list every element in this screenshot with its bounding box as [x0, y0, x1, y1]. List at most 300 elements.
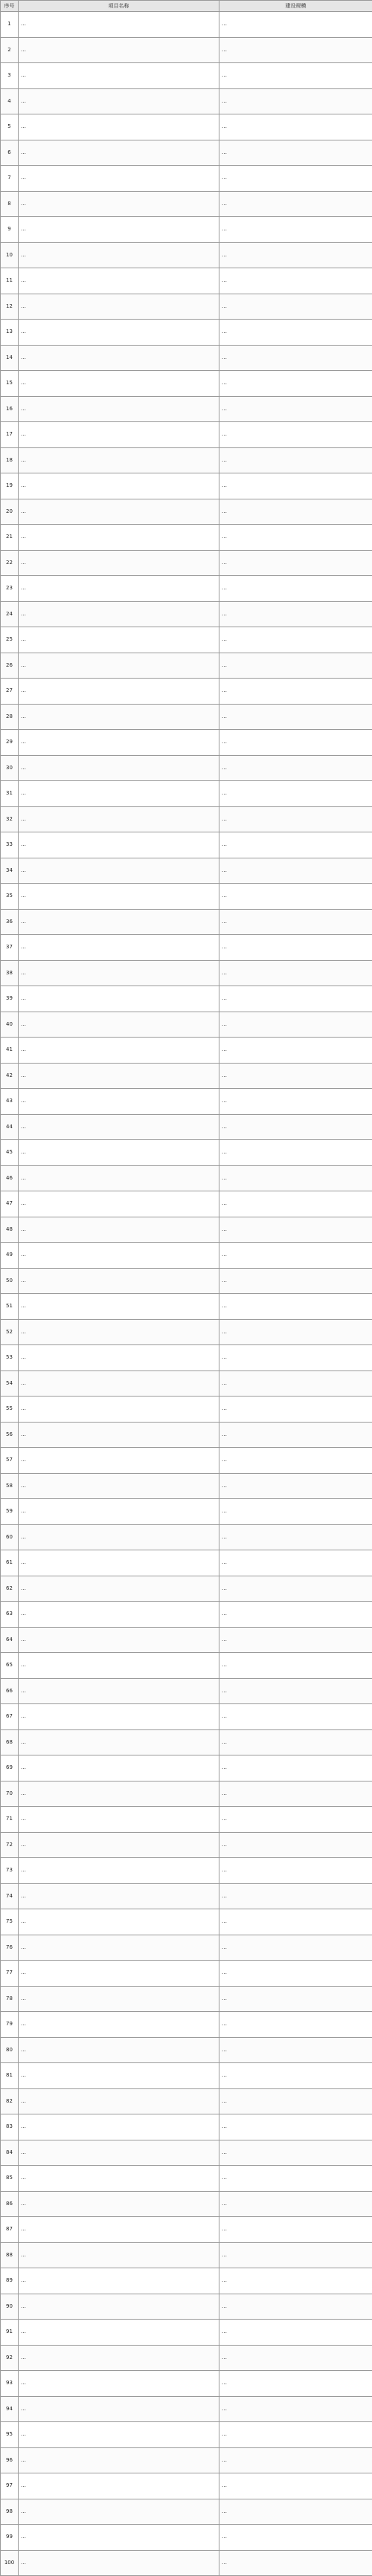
- project-name-cell: …: [19, 1268, 219, 1294]
- table-row: [1, 1986, 372, 2012]
- row-index: 59: [1, 1499, 19, 1525]
- row-index: 87: [1, 2217, 19, 2243]
- construction-scale-cell: …: [219, 447, 372, 473]
- project-name-cell: …: [19, 1422, 219, 1448]
- construction-scale-cell: …: [219, 1909, 372, 1935]
- table-row: [1, 601, 372, 627]
- table-row: [1, 1345, 372, 1371]
- project-name-cell: …: [19, 884, 219, 910]
- row-index: 47: [1, 1191, 19, 1217]
- row-index: 80: [1, 2037, 19, 2063]
- row-index: 36: [1, 909, 19, 935]
- construction-scale-cell: …: [219, 1832, 372, 1858]
- table-row: [1, 858, 372, 884]
- project-name-cell: …: [19, 1089, 219, 1115]
- construction-scale-cell: …: [219, 909, 372, 935]
- table-row: [1, 422, 372, 448]
- project-name-cell: …: [19, 37, 219, 63]
- table-row: [1, 2191, 372, 2217]
- project-name-cell: …: [19, 1935, 219, 1961]
- row-index: 65: [1, 1653, 19, 1679]
- table-row: [1, 268, 372, 294]
- table-row: [1, 1191, 372, 1217]
- row-index: 29: [1, 730, 19, 756]
- project-name-cell: …: [19, 1961, 219, 1987]
- row-index: 48: [1, 1217, 19, 1243]
- table-row: [1, 986, 372, 1012]
- row-index: 90: [1, 2294, 19, 2320]
- project-name-cell: …: [19, 1140, 219, 1166]
- row-index: 21: [1, 525, 19, 551]
- row-index: 75: [1, 1909, 19, 1935]
- project-name-cell: …: [19, 2550, 219, 2576]
- row-index: 40: [1, 1012, 19, 1038]
- construction-scale-cell: …: [219, 2396, 372, 2422]
- row-index: 1: [1, 12, 19, 38]
- table-row: [1, 1114, 372, 1140]
- construction-scale-cell: …: [219, 2473, 372, 2499]
- project-name-cell: …: [19, 114, 219, 140]
- row-index: 25: [1, 627, 19, 653]
- project-name-cell: …: [19, 806, 219, 832]
- table-row: [1, 1012, 372, 1038]
- row-index: 98: [1, 2499, 19, 2525]
- row-index: 11: [1, 268, 19, 294]
- project-name-cell: …: [19, 2088, 219, 2114]
- construction-scale-cell: …: [219, 576, 372, 602]
- header-index: 序号: [1, 1, 19, 12]
- table-row: [1, 1370, 372, 1397]
- table-row: [1, 2447, 372, 2473]
- table-row: [1, 1858, 372, 1884]
- table-row: [1, 1243, 372, 1269]
- table-row: [1, 1294, 372, 1320]
- row-index: 51: [1, 1294, 19, 1320]
- table-row: [1, 1038, 372, 1064]
- construction-scale-cell: …: [219, 679, 372, 705]
- project-name-cell: …: [19, 1397, 219, 1423]
- construction-scale-cell: …: [219, 1345, 372, 1371]
- construction-scale-cell: …: [219, 1883, 372, 1909]
- project-name-cell: …: [19, 2294, 219, 2320]
- table-row: [1, 1473, 372, 1499]
- project-name-cell: …: [19, 140, 219, 166]
- construction-scale-cell: …: [219, 601, 372, 627]
- row-index: 78: [1, 1986, 19, 2012]
- project-name-cell: …: [19, 1165, 219, 1191]
- table-row: [1, 2217, 372, 2243]
- construction-scale-cell: …: [219, 2268, 372, 2294]
- construction-scale-cell: …: [219, 2037, 372, 2063]
- construction-scale-cell: …: [219, 1370, 372, 1397]
- construction-scale-cell: …: [219, 2114, 372, 2140]
- project-name-cell: …: [19, 550, 219, 576]
- construction-scale-cell: …: [219, 63, 372, 89]
- row-index: 45: [1, 1140, 19, 1166]
- table-row: [1, 12, 372, 38]
- table-row: [1, 140, 372, 166]
- row-index: 3: [1, 63, 19, 89]
- row-index: 37: [1, 935, 19, 961]
- row-index: 85: [1, 2166, 19, 2192]
- table-row: [1, 2242, 372, 2268]
- row-index: 100: [1, 2550, 19, 2576]
- construction-scale-cell: …: [219, 1243, 372, 1269]
- row-index: 60: [1, 1524, 19, 1550]
- construction-scale-cell: …: [219, 550, 372, 576]
- project-name-cell: …: [19, 1294, 219, 1320]
- row-index: 92: [1, 2345, 19, 2371]
- project-name-cell: …: [19, 12, 219, 38]
- table-row: [1, 2473, 372, 2499]
- project-name-cell: …: [19, 755, 219, 781]
- row-index: 73: [1, 1858, 19, 1884]
- construction-scale-cell: …: [219, 191, 372, 217]
- row-index: 50: [1, 1268, 19, 1294]
- construction-scale-cell: …: [219, 473, 372, 499]
- project-name-cell: …: [19, 1627, 219, 1653]
- row-index: 67: [1, 1704, 19, 1730]
- table-row: [1, 1729, 372, 1755]
- construction-scale-cell: …: [219, 1627, 372, 1653]
- table-row: [1, 2525, 372, 2551]
- construction-scale-cell: …: [219, 140, 372, 166]
- construction-scale-cell: …: [219, 2320, 372, 2346]
- row-index: 52: [1, 1319, 19, 1345]
- row-index: 96: [1, 2447, 19, 2473]
- row-index: 53: [1, 1345, 19, 1371]
- project-name-cell: …: [19, 1576, 219, 1602]
- table-row: [1, 935, 372, 961]
- table-row: [1, 447, 372, 473]
- table-row: [1, 2012, 372, 2038]
- row-index: 64: [1, 1627, 19, 1653]
- construction-scale-cell: …: [219, 1961, 372, 1987]
- construction-scale-cell: …: [219, 88, 372, 114]
- project-name-cell: …: [19, 601, 219, 627]
- table-row: [1, 499, 372, 525]
- row-index: 72: [1, 1832, 19, 1858]
- row-index: 94: [1, 2396, 19, 2422]
- construction-scale-cell: …: [219, 396, 372, 422]
- table-row: [1, 2396, 372, 2422]
- table-row: [1, 1524, 372, 1550]
- construction-scale-cell: …: [219, 1653, 372, 1679]
- construction-scale-cell: …: [219, 730, 372, 756]
- construction-scale-cell: …: [219, 653, 372, 679]
- row-index: 33: [1, 832, 19, 858]
- construction-scale-cell: …: [219, 166, 372, 192]
- row-index: 82: [1, 2088, 19, 2114]
- row-index: 66: [1, 1678, 19, 1704]
- table-row: [1, 191, 372, 217]
- project-name-cell: …: [19, 1012, 219, 1038]
- project-name-cell: …: [19, 2140, 219, 2166]
- row-index: 89: [1, 2268, 19, 2294]
- project-name-cell: …: [19, 576, 219, 602]
- project-name-cell: …: [19, 345, 219, 371]
- row-index: 84: [1, 2140, 19, 2166]
- construction-scale-cell: …: [219, 858, 372, 884]
- table-row: [1, 1448, 372, 1474]
- table-row: [1, 294, 372, 320]
- project-name-cell: …: [19, 499, 219, 525]
- construction-scale-cell: …: [219, 832, 372, 858]
- construction-scale-cell: …: [219, 884, 372, 910]
- project-name-cell: …: [19, 2268, 219, 2294]
- table-row: [1, 1268, 372, 1294]
- row-index: 55: [1, 1397, 19, 1423]
- table-row: [1, 345, 372, 371]
- project-name-cell: …: [19, 1499, 219, 1525]
- project-name-cell: …: [19, 2012, 219, 2038]
- row-index: 54: [1, 1370, 19, 1397]
- table-row: [1, 1550, 372, 1576]
- project-name-cell: …: [19, 422, 219, 448]
- project-name-cell: …: [19, 781, 219, 807]
- table-row: [1, 1602, 372, 1628]
- row-index: 14: [1, 345, 19, 371]
- table-row: [1, 730, 372, 756]
- row-index: 81: [1, 2063, 19, 2089]
- construction-scale-cell: …: [219, 1063, 372, 1089]
- table-row: [1, 1832, 372, 1858]
- table-row: [1, 2345, 372, 2371]
- project-name-cell: …: [19, 1370, 219, 1397]
- construction-scale-cell: …: [219, 1294, 372, 1320]
- project-name-cell: …: [19, 1114, 219, 1140]
- project-name-cell: …: [19, 935, 219, 961]
- row-index: 5: [1, 114, 19, 140]
- construction-scale-cell: …: [219, 1524, 372, 1550]
- row-index: 2: [1, 37, 19, 63]
- row-index: 7: [1, 166, 19, 192]
- table-row: [1, 781, 372, 807]
- table-header-row: [1, 1, 372, 12]
- construction-scale-cell: …: [219, 627, 372, 653]
- construction-scale-cell: …: [219, 986, 372, 1012]
- construction-scale-cell: …: [219, 1191, 372, 1217]
- row-index: 9: [1, 217, 19, 243]
- row-index: 88: [1, 2242, 19, 2268]
- project-name-cell: …: [19, 1550, 219, 1576]
- table-row: [1, 704, 372, 730]
- row-index: 27: [1, 679, 19, 705]
- table-row: [1, 1935, 372, 1961]
- row-index: 46: [1, 1165, 19, 1191]
- construction-scale-cell: …: [219, 217, 372, 243]
- table-row: [1, 2114, 372, 2140]
- project-name-cell: …: [19, 909, 219, 935]
- construction-scale-cell: …: [219, 2166, 372, 2192]
- row-index: 38: [1, 960, 19, 986]
- project-name-cell: …: [19, 2371, 219, 2397]
- construction-scale-cell: …: [219, 1602, 372, 1628]
- table-row: [1, 960, 372, 986]
- table-row: [1, 2166, 372, 2192]
- row-index: 34: [1, 858, 19, 884]
- construction-scale-cell: …: [219, 1089, 372, 1115]
- table-row: [1, 473, 372, 499]
- construction-scale-cell: …: [219, 960, 372, 986]
- row-index: 16: [1, 396, 19, 422]
- table-row: [1, 1961, 372, 1987]
- project-name-cell: …: [19, 2320, 219, 2346]
- project-name-cell: …: [19, 1345, 219, 1371]
- project-name-cell: …: [19, 1986, 219, 2012]
- project-name-cell: …: [19, 1909, 219, 1935]
- row-index: 49: [1, 1243, 19, 1269]
- row-index: 30: [1, 755, 19, 781]
- project-name-cell: …: [19, 525, 219, 551]
- construction-scale-cell: …: [219, 1140, 372, 1166]
- project-name-cell: …: [19, 1243, 219, 1269]
- construction-scale-cell: …: [219, 268, 372, 294]
- construction-scale-cell: …: [219, 345, 372, 371]
- row-index: 31: [1, 781, 19, 807]
- table-row: [1, 755, 372, 781]
- row-index: 10: [1, 242, 19, 268]
- row-index: 23: [1, 576, 19, 602]
- table-row: [1, 909, 372, 935]
- project-name-cell: …: [19, 2422, 219, 2448]
- project-name-cell: …: [19, 88, 219, 114]
- construction-scale-cell: …: [219, 2063, 372, 2089]
- project-name-cell: …: [19, 2345, 219, 2371]
- construction-scale-cell: …: [219, 1473, 372, 1499]
- table-row: [1, 1319, 372, 1345]
- row-index: 39: [1, 986, 19, 1012]
- row-index: 13: [1, 320, 19, 346]
- table-row: [1, 2140, 372, 2166]
- project-name-cell: …: [19, 1704, 219, 1730]
- project-name-cell: …: [19, 1807, 219, 1833]
- row-index: 22: [1, 550, 19, 576]
- table-row: [1, 832, 372, 858]
- table-row: [1, 884, 372, 910]
- table-row: [1, 1063, 372, 1089]
- row-index: 32: [1, 806, 19, 832]
- project-name-cell: …: [19, 1063, 219, 1089]
- table-row: [1, 1704, 372, 1730]
- project-name-cell: …: [19, 960, 219, 986]
- construction-scale-cell: …: [219, 2499, 372, 2525]
- project-name-cell: …: [19, 2037, 219, 2063]
- row-index: 8: [1, 191, 19, 217]
- construction-scale-cell: …: [219, 2525, 372, 2551]
- project-name-cell: …: [19, 294, 219, 320]
- row-index: 17: [1, 422, 19, 448]
- construction-scale-cell: …: [219, 114, 372, 140]
- table-row: [1, 166, 372, 192]
- project-name-cell: …: [19, 2191, 219, 2217]
- table-row: [1, 1397, 372, 1423]
- table-row: [1, 1089, 372, 1115]
- project-name-cell: …: [19, 396, 219, 422]
- project-name-cell: …: [19, 2525, 219, 2551]
- row-index: 91: [1, 2320, 19, 2346]
- construction-scale-cell: …: [219, 1704, 372, 1730]
- project-name-cell: …: [19, 679, 219, 705]
- table-row: [1, 1627, 372, 1653]
- table-row: [1, 1755, 372, 1781]
- row-index: 97: [1, 2473, 19, 2499]
- project-name-cell: …: [19, 242, 219, 268]
- table-row: [1, 1499, 372, 1525]
- table-row: [1, 1576, 372, 1602]
- row-index: 56: [1, 1422, 19, 1448]
- row-index: 26: [1, 653, 19, 679]
- construction-scale-cell: …: [219, 935, 372, 961]
- project-name-cell: …: [19, 1678, 219, 1704]
- construction-scale-cell: …: [219, 1729, 372, 1755]
- construction-scale-cell: …: [219, 37, 372, 63]
- row-index: 71: [1, 1807, 19, 1833]
- construction-scale-cell: …: [219, 2242, 372, 2268]
- project-name-cell: …: [19, 1832, 219, 1858]
- construction-scale-cell: …: [219, 2550, 372, 2576]
- table-row: [1, 1909, 372, 1935]
- table-row: [1, 217, 372, 243]
- project-name-cell: …: [19, 2217, 219, 2243]
- construction-scale-cell: …: [219, 422, 372, 448]
- table-row: [1, 525, 372, 551]
- project-name-cell: …: [19, 2499, 219, 2525]
- row-index: 28: [1, 704, 19, 730]
- row-index: 93: [1, 2371, 19, 2397]
- construction-scale-cell: …: [219, 2012, 372, 2038]
- row-index: 42: [1, 1063, 19, 1089]
- table-row: [1, 653, 372, 679]
- project-name-cell: …: [19, 2447, 219, 2473]
- table-row: [1, 1422, 372, 1448]
- table-row: [1, 1653, 372, 1679]
- table-row: [1, 2371, 372, 2397]
- row-index: 83: [1, 2114, 19, 2140]
- row-index: 68: [1, 1729, 19, 1755]
- project-name-cell: …: [19, 2166, 219, 2192]
- project-name-cell: …: [19, 986, 219, 1012]
- row-index: 77: [1, 1961, 19, 1987]
- table-row: [1, 1217, 372, 1243]
- construction-scale-cell: …: [219, 1012, 372, 1038]
- row-index: 76: [1, 1935, 19, 1961]
- project-name-cell: …: [19, 473, 219, 499]
- construction-scale-cell: …: [219, 1935, 372, 1961]
- construction-scale-cell: …: [219, 1499, 372, 1525]
- row-index: 63: [1, 1602, 19, 1628]
- project-name-cell: …: [19, 166, 219, 192]
- construction-scale-cell: …: [219, 1268, 372, 1294]
- project-name-cell: …: [19, 627, 219, 653]
- construction-scale-cell: …: [219, 1422, 372, 1448]
- row-index: 95: [1, 2422, 19, 2448]
- project-name-cell: …: [19, 1602, 219, 1628]
- table-row: [1, 1781, 372, 1807]
- construction-scale-cell: …: [219, 1755, 372, 1781]
- construction-scale-cell: …: [219, 2345, 372, 2371]
- row-index: 35: [1, 884, 19, 910]
- construction-scale-cell: …: [219, 2217, 372, 2243]
- construction-scale-cell: …: [219, 755, 372, 781]
- project-name-cell: …: [19, 320, 219, 346]
- row-index: 41: [1, 1038, 19, 1064]
- table-row: [1, 371, 372, 397]
- project-name-cell: …: [19, 191, 219, 217]
- construction-scale-cell: …: [219, 781, 372, 807]
- construction-scale-cell: …: [219, 1550, 372, 1576]
- construction-scale-cell: …: [219, 1986, 372, 2012]
